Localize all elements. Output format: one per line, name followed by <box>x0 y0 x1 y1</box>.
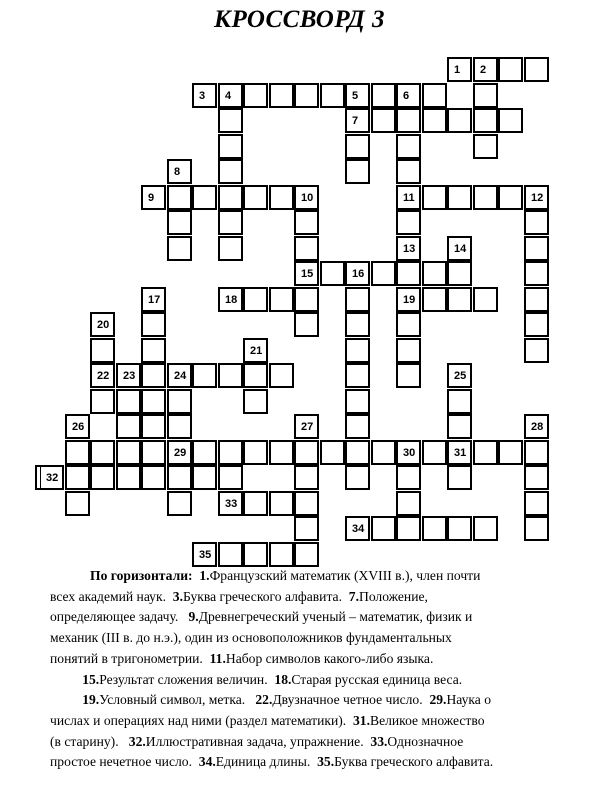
crossword-cell[interactable] <box>90 389 115 414</box>
clue-line <box>50 711 562 732</box>
clue-text: Великое множество <box>370 712 485 728</box>
clue-line <box>90 566 562 587</box>
crossword-cell[interactable] <box>269 363 294 388</box>
clue-text: Старая русская единица веса. <box>291 671 463 687</box>
clue-number: 4 <box>225 90 232 102</box>
crossword-cell[interactable] <box>192 465 217 490</box>
clue-number-label: 22. <box>255 692 273 708</box>
clue-number: 23 <box>123 370 136 382</box>
crossword-cell[interactable] <box>90 338 115 363</box>
clue-text: понятий в тригонометрии. <box>50 650 210 666</box>
clue-text: числах и операциях над ними (раздел математики). <box>50 712 353 728</box>
clue-number: 13 <box>403 243 416 255</box>
clue-number: 19 <box>403 294 416 306</box>
clue-number: 21 <box>250 345 263 357</box>
crossword-cell[interactable] <box>218 210 243 235</box>
clue-text: Буква греческого алфавита. <box>182 588 349 604</box>
crossword-cell[interactable] <box>396 465 421 490</box>
clue-text: Двузначное четное число. <box>272 692 430 708</box>
crossword-cell[interactable] <box>447 185 472 210</box>
crossword-cell[interactable] <box>524 312 549 337</box>
crossword-cell[interactable] <box>243 491 268 516</box>
crossword-cell[interactable] <box>371 516 396 541</box>
crossword-cell[interactable] <box>447 465 472 490</box>
crossword-cell[interactable] <box>524 210 549 235</box>
clue-text: простое нечетное число. <box>50 754 199 770</box>
crossword-cell[interactable] <box>218 134 243 159</box>
crossword-cell[interactable] <box>447 287 472 312</box>
crossword-cell[interactable] <box>269 83 294 108</box>
crossword-cell[interactable] <box>371 108 396 133</box>
crossword-cell[interactable] <box>269 287 294 312</box>
crossword-cell[interactable] <box>167 389 192 414</box>
crossword-cell[interactable] <box>243 440 268 465</box>
clue-text: всех академий наук. <box>50 588 173 604</box>
clue-number: 17 <box>148 294 161 306</box>
clue-text: определяющее задачу. <box>50 609 189 625</box>
clue-text: Условный символ, метка. <box>99 692 256 708</box>
crossword-cell[interactable] <box>167 210 192 235</box>
crossword-cell[interactable] <box>320 83 345 108</box>
crossword-cell[interactable] <box>141 414 166 439</box>
crossword-cell[interactable] <box>396 134 421 159</box>
clue-number: 5 <box>352 90 359 102</box>
crossword-cell[interactable] <box>473 185 498 210</box>
crossword-cell[interactable] <box>294 83 319 108</box>
clue-number: 35 <box>199 549 212 561</box>
crossword-cell[interactable] <box>294 210 319 235</box>
crossword-cell[interactable] <box>65 465 90 490</box>
clue-number-label: 11. <box>209 650 226 666</box>
clue-number: 3 <box>199 90 206 102</box>
clue-number-label: 33. <box>370 733 388 749</box>
crossword-cell[interactable] <box>345 465 370 490</box>
crossword-cell[interactable] <box>422 83 447 108</box>
crossword-cell[interactable] <box>396 159 421 184</box>
crossword-cell[interactable] <box>192 440 217 465</box>
clues-block <box>50 566 562 773</box>
clue-number: 24 <box>174 370 187 382</box>
crossword-cell[interactable] <box>473 516 498 541</box>
crossword-cell[interactable] <box>116 465 141 490</box>
clue-number: 22 <box>97 370 110 382</box>
page-title: КРОССВОРД 3 <box>214 6 385 33</box>
crossword-cell[interactable] <box>269 542 294 567</box>
crossword-cell[interactable] <box>294 312 319 337</box>
crossword-cell[interactable] <box>345 389 370 414</box>
crossword-cell[interactable] <box>447 414 472 439</box>
crossword-cell[interactable] <box>218 159 243 184</box>
crossword-cell[interactable] <box>396 491 421 516</box>
crossword-cell[interactable] <box>243 389 268 414</box>
crossword-cell[interactable] <box>116 414 141 439</box>
clue-number: 2 <box>480 64 487 76</box>
crossword-cell[interactable] <box>422 440 447 465</box>
clue-text: Иллюстративная задача, упражнение. <box>145 733 371 749</box>
crossword-cell[interactable] <box>218 440 243 465</box>
crossword-cell[interactable] <box>294 491 319 516</box>
crossword-cell[interactable] <box>345 287 370 312</box>
crossword-cell[interactable] <box>218 465 243 490</box>
crossword-cell[interactable] <box>243 287 268 312</box>
clue-number-label: 18. <box>274 671 292 687</box>
crossword-cell[interactable] <box>396 312 421 337</box>
clue-text: Наука о <box>446 692 492 708</box>
crossword-cell[interactable] <box>524 236 549 261</box>
clue-line <box>72 690 562 711</box>
crossword-cell[interactable] <box>345 414 370 439</box>
clue-text: Французский математик (XVIII в.), член почти <box>209 568 481 583</box>
crossword-cell[interactable] <box>473 287 498 312</box>
clue-number-label: 1. <box>199 568 210 583</box>
crossword-cell[interactable] <box>167 491 192 516</box>
crossword-cell[interactable] <box>294 287 319 312</box>
clue-number: 26 <box>72 421 85 433</box>
crossword-cell[interactable] <box>243 83 268 108</box>
crossword-cell[interactable] <box>294 236 319 261</box>
crossword-cell[interactable] <box>524 440 549 465</box>
crossword-cell[interactable] <box>422 185 447 210</box>
crossword-cell[interactable] <box>447 516 472 541</box>
crossword-cell[interactable] <box>422 108 447 133</box>
clue-number: 16 <box>352 268 365 280</box>
clue-number: 7 <box>352 115 359 127</box>
crossword-cell[interactable] <box>192 363 217 388</box>
crossword-cell[interactable] <box>141 338 166 363</box>
crossword-cell[interactable] <box>192 185 217 210</box>
clue-number: 10 <box>301 192 314 204</box>
crossword-cell[interactable] <box>243 185 268 210</box>
crossword-cell[interactable] <box>269 491 294 516</box>
crossword-cell[interactable] <box>218 108 243 133</box>
crossword-cell[interactable] <box>396 363 421 388</box>
crossword-cell[interactable] <box>320 261 345 286</box>
crossword-cell[interactable] <box>396 338 421 363</box>
clue-number: 32 <box>46 472 59 484</box>
clue-number: 1 <box>454 64 461 76</box>
crossword-cell[interactable] <box>167 414 192 439</box>
clue-number: 14 <box>454 243 467 255</box>
crossword-cell[interactable] <box>116 389 141 414</box>
crossword-cell[interactable] <box>243 542 268 567</box>
clue-text: Единица длины. <box>215 754 318 770</box>
crossword-cell[interactable] <box>294 516 319 541</box>
clue-text: Однозначное <box>387 733 464 749</box>
crossword-cell[interactable] <box>524 516 549 541</box>
clue-number: 28 <box>531 421 544 433</box>
crossword-cell[interactable] <box>498 108 523 133</box>
crossword-cell[interactable] <box>141 440 166 465</box>
crossword-cell[interactable] <box>167 236 192 261</box>
clue-number: 9 <box>148 192 155 204</box>
clue-number-label: 35. <box>317 754 335 770</box>
crossword-cell[interactable] <box>345 134 370 159</box>
clue-number-label: 32. <box>128 733 146 749</box>
clue-number: 15 <box>301 268 314 280</box>
crossword-cell[interactable] <box>167 185 192 210</box>
crossword-cell[interactable] <box>141 363 166 388</box>
crossword-cell[interactable] <box>498 185 523 210</box>
crossword-cell[interactable] <box>396 261 421 286</box>
clue-text <box>72 692 82 707</box>
clue-number-label: 7. <box>348 588 359 604</box>
clue-number: 20 <box>97 319 110 331</box>
crossword-cell[interactable] <box>473 83 498 108</box>
crossword-cell[interactable] <box>218 236 243 261</box>
clues-header: По горизонтали: <box>90 568 193 583</box>
crossword-cell[interactable] <box>422 516 447 541</box>
clue-number: 27 <box>301 421 314 433</box>
crossword-cell[interactable] <box>473 108 498 133</box>
clue-number: 34 <box>352 523 365 535</box>
crossword-cell[interactable] <box>65 440 90 465</box>
crossword-cell[interactable] <box>141 389 166 414</box>
crossword-cell[interactable] <box>473 440 498 465</box>
crossword-cell[interactable] <box>396 108 421 133</box>
clue-line <box>72 670 562 691</box>
crossword-cell[interactable] <box>294 465 319 490</box>
clue-line <box>50 732 562 753</box>
crossword-cell[interactable] <box>320 440 345 465</box>
clue-number: 30 <box>403 447 416 459</box>
crossword-cell[interactable] <box>116 440 141 465</box>
clue-number-label: 3. <box>172 588 183 604</box>
crossword-cell[interactable] <box>345 363 370 388</box>
crossword-cell[interactable] <box>218 185 243 210</box>
clue-number: 33 <box>225 498 238 510</box>
crossword-cell[interactable] <box>243 363 268 388</box>
crossword-cell[interactable] <box>524 261 549 286</box>
crossword-cell[interactable] <box>141 465 166 490</box>
clue-line <box>50 607 562 628</box>
clue-number: 11 <box>403 192 415 204</box>
clue-number: 12 <box>531 192 544 204</box>
clue-line <box>50 587 562 608</box>
crossword-cell[interactable] <box>345 159 370 184</box>
crossword-cell[interactable] <box>524 287 549 312</box>
clue-text: Буква греческого алфавита. <box>334 754 494 770</box>
clue-number: 18 <box>225 294 238 306</box>
clue-number: 31 <box>454 447 467 459</box>
crossword-cell[interactable] <box>524 338 549 363</box>
clue-line <box>50 752 562 773</box>
clue-text: (в старину). <box>50 733 129 749</box>
crossword-cell[interactable] <box>345 312 370 337</box>
crossword-cell[interactable] <box>371 83 396 108</box>
clue-number-label: 15. <box>82 671 100 687</box>
clue-text: Набор символов какого-либо языка. <box>225 650 434 666</box>
crossword-cell[interactable] <box>396 516 421 541</box>
crossword-cell[interactable] <box>447 261 472 286</box>
crossword-cell[interactable] <box>345 440 370 465</box>
clue-number: 29 <box>174 447 187 459</box>
crossword-cell[interactable] <box>524 465 549 490</box>
clue-text: механик (III в. до н.э.), один из основоположников фундаментальных <box>50 630 452 646</box>
clue-line <box>50 628 562 649</box>
clue-number-label: 34. <box>198 754 216 770</box>
clue-number: 25 <box>454 370 467 382</box>
crossword-cell[interactable] <box>371 261 396 286</box>
crossword-cell[interactable] <box>65 491 90 516</box>
clue-text: Положение, <box>359 588 428 604</box>
clue-number-label: 31. <box>353 712 370 728</box>
crossword-cell[interactable] <box>524 57 549 82</box>
clue-number: 6 <box>403 90 410 102</box>
clue-number-label: 29. <box>429 692 447 708</box>
crossword-cell[interactable] <box>422 261 447 286</box>
clue-text: Древнегреческий ученый – математик, физик и <box>198 609 473 625</box>
clue-number-label: 9. <box>188 609 199 625</box>
crossword-cell[interactable] <box>218 542 243 567</box>
clue-number: 8 <box>174 166 181 178</box>
crossword-cell[interactable] <box>498 57 523 82</box>
crossword-cell[interactable] <box>447 108 472 133</box>
crossword-cell[interactable] <box>269 185 294 210</box>
crossword-cell[interactable] <box>141 312 166 337</box>
grid-edge-mark <box>35 465 40 490</box>
clue-number-label: 19. <box>82 692 100 708</box>
crossword-cell[interactable] <box>167 465 192 490</box>
crossword-cell[interactable] <box>371 440 396 465</box>
crossword-cell[interactable] <box>218 363 243 388</box>
clue-text: Результат сложения величин. <box>99 671 275 687</box>
clue-line <box>50 649 562 670</box>
crossword-cell[interactable] <box>422 287 447 312</box>
crossword-cell[interactable] <box>498 440 523 465</box>
crossword-cell[interactable] <box>294 440 319 465</box>
crossword-cell[interactable] <box>345 338 370 363</box>
crossword-cell[interactable] <box>90 465 115 490</box>
crossword-cell[interactable] <box>524 491 549 516</box>
clue-text <box>72 672 82 687</box>
crossword-cell[interactable] <box>396 210 421 235</box>
crossword-cell[interactable] <box>269 440 294 465</box>
crossword-cell[interactable] <box>447 389 472 414</box>
crossword-cell[interactable] <box>473 134 498 159</box>
crossword-cell[interactable] <box>90 440 115 465</box>
crossword-cell[interactable] <box>294 542 319 567</box>
